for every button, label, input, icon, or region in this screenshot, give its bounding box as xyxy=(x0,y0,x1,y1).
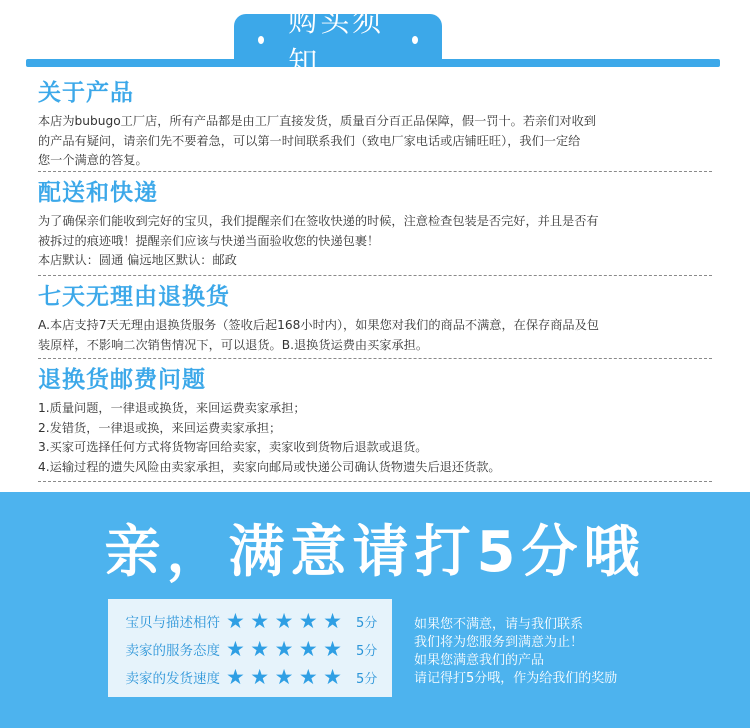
note-line: 如果您不满意，请与我们联系 xyxy=(414,617,584,632)
star-icon: ★ xyxy=(226,664,245,689)
star-icon: ★ xyxy=(323,608,342,633)
star-icon: ★ xyxy=(250,608,270,633)
star-rating xyxy=(226,664,342,689)
rating-label: 卖家的发货速度 xyxy=(125,671,220,687)
body-line: 4.运输过程的遗失风险由卖家承担，卖家向邮局或快递公司确认货物遗失后退还货款。 xyxy=(38,459,501,474)
section-title: 关于产品 xyxy=(38,80,134,106)
slogan: 亲，满意请打5分哦 xyxy=(104,520,646,585)
rating-row xyxy=(108,635,392,663)
body-line: 本店为bubugo工厂店，所有产品都是由工厂直接发货，质量百分百正品保障，假一罚十。若亲们对收到 xyxy=(38,114,596,128)
section-about-product xyxy=(38,78,718,171)
star-icon: ★ xyxy=(226,608,245,633)
star-rating xyxy=(226,636,342,661)
rating-score: 5分 xyxy=(356,643,378,659)
star-icon: ★ xyxy=(298,636,318,661)
section-shipping-fee xyxy=(38,365,718,477)
star-icon: ★ xyxy=(298,664,318,689)
body-line: 装原样，不影响二次销售情况下，可以退货。B.退换货运费由买家承担。 xyxy=(38,337,429,352)
page-title: 购买须知 xyxy=(288,4,385,79)
star-icon: ★ xyxy=(226,636,245,661)
note-line: 如果您满意我们的产品 xyxy=(414,653,545,668)
rating-score: 5分 xyxy=(356,615,378,631)
rating-label: 宝贝与描述相符 xyxy=(125,615,220,631)
star-icon: ★ xyxy=(250,664,270,689)
section-title: 退换货邮费问题 xyxy=(38,367,206,393)
dashed-divider xyxy=(38,275,712,276)
body-line: 的产品有疑问，请亲们先不要着急，可以第一时间联系我们（致电厂家电话或店铺旺旺），我们一定给 xyxy=(38,133,581,148)
body-line: 3.买家可选择任何方式将货物寄回给卖家，卖家收到货物后退款或退货。 xyxy=(38,440,428,454)
section-body xyxy=(38,212,718,271)
body-line: A.本店支持7天无理由退换货服务（签收后起168小时内），如果您对我们的商品不满意，在保存商品及包 xyxy=(38,318,599,332)
star-icon: ★ xyxy=(323,664,342,689)
note-line: 我们将为您服务到满意为止！ xyxy=(414,635,584,650)
body-line: 被拆过的痕迹哦！提醒亲们应该与快递当面验收您的快递包裹！ xyxy=(38,233,380,248)
body-line: 2.发错货，一律退或换，来回运费卖家承担； xyxy=(38,420,282,435)
dashed-divider xyxy=(38,171,712,172)
bullet-icon xyxy=(258,36,264,44)
body-line: 本店默认：圆通 偏远地区默认：邮政 xyxy=(38,253,237,267)
section-body xyxy=(38,112,718,171)
section-returns xyxy=(38,282,718,355)
section-body xyxy=(38,399,718,477)
section-body xyxy=(38,316,718,355)
body-line: 您一个满意的答复。 xyxy=(38,153,148,167)
body-line: 为了确保亲们能收到完好的宝贝，我们提醒亲们在签收快递的时候，注意检查包装是否完好，并且是否有 xyxy=(38,214,599,228)
bullet-icon xyxy=(412,36,418,44)
star-rating xyxy=(226,608,342,633)
dashed-divider xyxy=(38,481,712,482)
star-icon: ★ xyxy=(298,608,318,633)
header-tab xyxy=(234,4,442,79)
note-line: 请记得打5分哦，作为给我们的奖励 xyxy=(414,671,618,686)
section-title: 七天无理由退换货 xyxy=(38,284,230,310)
rating-box xyxy=(108,599,392,697)
rating-score: 5分 xyxy=(356,671,378,687)
header-banner xyxy=(0,0,750,79)
rating-row xyxy=(108,607,392,635)
section-title: 配送和快递 xyxy=(38,180,158,206)
rating-label: 卖家的服务态度 xyxy=(125,643,220,659)
body-line: 1.质量问题，一律退或换货，来回运费卖家承担； xyxy=(38,401,306,415)
star-icon: ★ xyxy=(323,636,342,661)
star-icon: ★ xyxy=(274,608,294,633)
feedback-note xyxy=(414,616,617,688)
star-icon: ★ xyxy=(274,636,294,661)
dashed-divider xyxy=(38,358,712,359)
star-icon: ★ xyxy=(274,664,294,689)
section-delivery xyxy=(38,178,718,271)
star-icon: ★ xyxy=(250,636,270,661)
rating-row xyxy=(108,663,392,691)
